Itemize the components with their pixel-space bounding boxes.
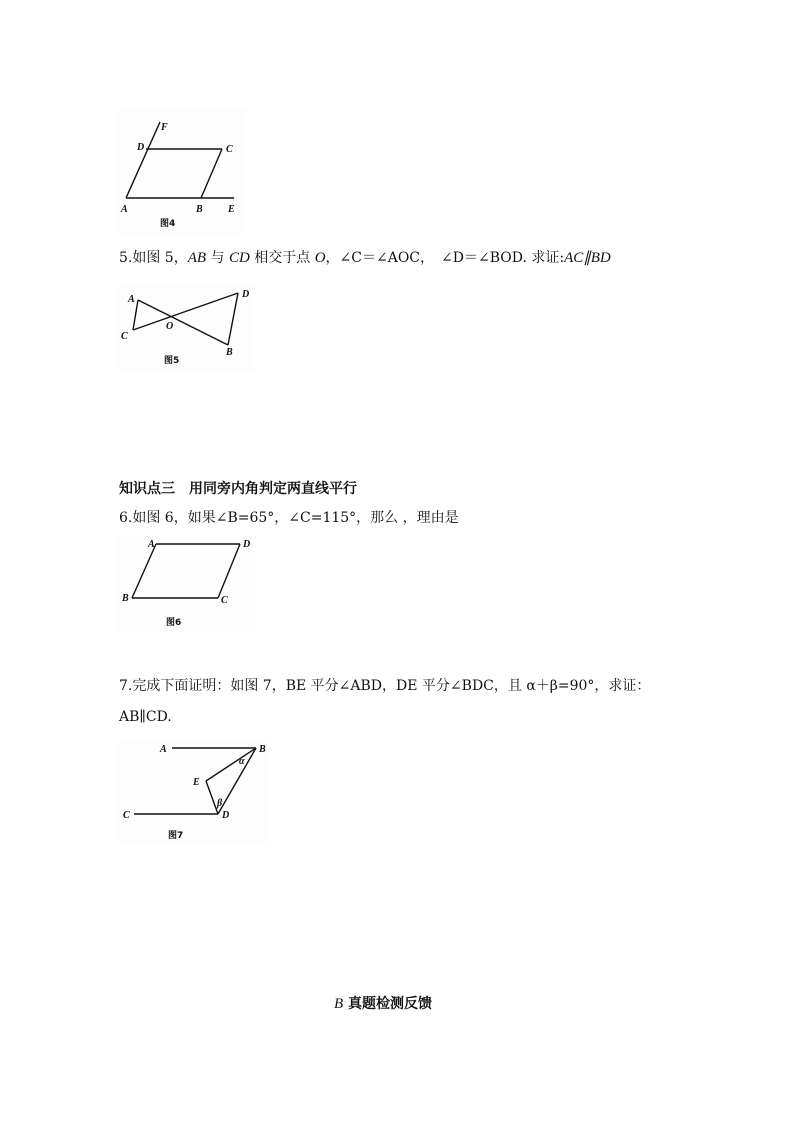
- label-a: A: [121, 204, 128, 215]
- figure-5-caption: 图5: [164, 356, 180, 366]
- label-d: D: [137, 142, 145, 153]
- label-a: A: [128, 294, 135, 305]
- line-dc: [218, 544, 240, 598]
- figure-6: [118, 535, 256, 633]
- label-c: C: [221, 595, 228, 606]
- figure-7: [118, 738, 270, 846]
- label-e: E: [228, 204, 235, 215]
- label-b: B: [196, 204, 203, 215]
- question-6: 6.如图 6，如果∠B=65°，∠C=115°，那么 ，理由是: [119, 510, 459, 526]
- figure-6-caption: 图6: [166, 618, 182, 628]
- label-o: O: [166, 321, 174, 332]
- section-3-heading: 知识点三 用同旁内角判定两直线平行: [119, 481, 357, 497]
- line-db: [228, 293, 238, 345]
- label-b: B: [226, 347, 233, 358]
- line-af: [126, 122, 160, 198]
- label-a: A: [148, 539, 155, 550]
- line-ab: [138, 300, 228, 345]
- label-c: C: [123, 810, 130, 821]
- label-alpha: α: [239, 756, 245, 767]
- figure-5: [118, 285, 254, 371]
- line-ab: [132, 544, 156, 598]
- figure-4-caption: 图4: [160, 219, 176, 229]
- line-be: [206, 748, 256, 781]
- question-7-line-1: 7.完成下面证明：如图 7，BE 平分∠ABD，DE 平分∠BDC，且 α＋β=90°，求证：: [119, 678, 651, 694]
- question-7-line-2: AB∥CD.: [119, 709, 172, 725]
- label-d: D: [242, 289, 250, 300]
- label-c: C: [226, 144, 233, 155]
- label-b: B: [259, 744, 266, 755]
- line-bd: [218, 748, 256, 814]
- label-b: B: [122, 593, 129, 604]
- label-beta: β: [217, 798, 223, 809]
- label-a: A: [160, 744, 167, 755]
- line-cb: [201, 149, 222, 198]
- label-e: E: [193, 777, 200, 788]
- label-f: F: [161, 122, 168, 133]
- label-d: D: [222, 810, 230, 821]
- figure-7-caption: 图7: [168, 831, 184, 841]
- question-5: 5.如图 5，AB 与 CD 相交于点 O，∠C＝∠AOC， ∠D＝∠BOD. 求证:AC∥BD: [119, 250, 611, 266]
- figure-4: [118, 108, 246, 234]
- section-b-heading: B 真题检测反馈: [334, 996, 433, 1012]
- label-c: C: [121, 331, 128, 342]
- label-d: D: [243, 539, 251, 550]
